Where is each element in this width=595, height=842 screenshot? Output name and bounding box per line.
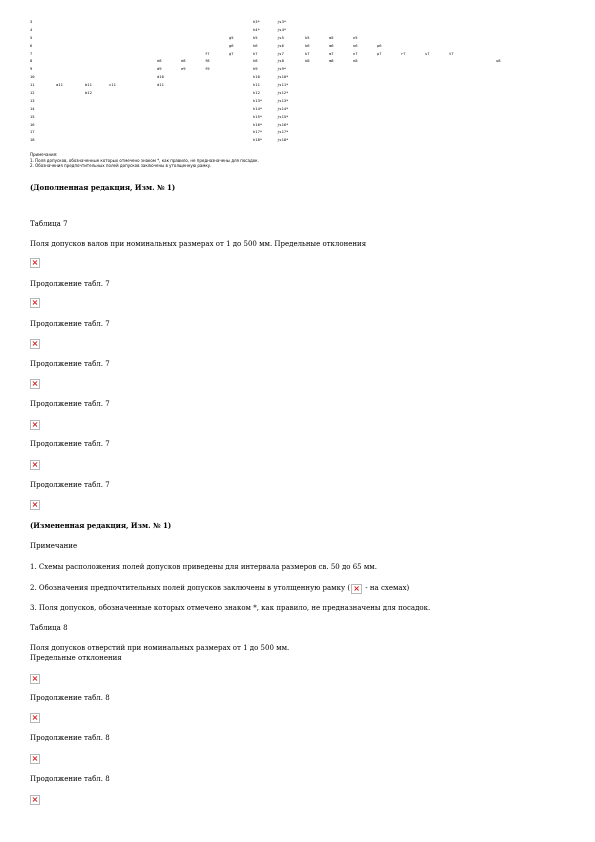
- tolerance-grade-cell: js3*: [277, 19, 287, 24]
- tolerance-grade-cell: h4*: [253, 26, 260, 32]
- tolerance-grade-cell: h9: [253, 66, 258, 72]
- broken-image-icon: ×: [31, 298, 39, 307]
- tolerance-grade-cell: s7: [425, 50, 430, 56]
- tolerance-grade-cell: c11: [109, 82, 116, 88]
- grade-row-label: 5: [30, 34, 33, 40]
- tolerance-grade-cell: h3*: [253, 19, 260, 24]
- tolerance-grade-cell: e8: [157, 58, 162, 64]
- tolerance-grade-cell: k5: [305, 34, 310, 40]
- tolerance-grade-cell: js14*: [277, 105, 289, 111]
- tolerance-grade-cell: d11: [157, 82, 164, 88]
- table-note-1: 1. Поля допусков, обозначенные которых отмечено знаком *, как правило, не предназначены для посадок.: [30, 157, 259, 163]
- tolerance-grade-cell: h8: [253, 58, 258, 64]
- tolerance-grade-cell: d9: [157, 66, 162, 72]
- tolerance-grade-cell: js13*: [277, 97, 289, 103]
- table7-continuation-5: Продолжение табл. 7: [30, 440, 110, 448]
- note-3: 3. Поля допусков, обозначенные которых отмечено знаком *, как правило, не предназначены для посадок.: [30, 604, 431, 612]
- tolerance-grade-cell: b11: [85, 82, 92, 88]
- tolerance-grade-cell: h5: [253, 34, 258, 40]
- broken-image-icon: ×: [31, 339, 39, 348]
- broken-image-icon: ×: [31, 713, 39, 722]
- tolerance-grade-cell: js5: [277, 34, 284, 40]
- broken-image-icon: ×: [31, 379, 39, 388]
- tolerance-grade-cell: f8: [205, 58, 210, 64]
- grade-row-label: 4: [30, 26, 33, 32]
- grade-row-label: 3: [30, 19, 33, 24]
- table7-title: Таблица 7: [30, 220, 68, 228]
- tolerance-grade-cell: js17*: [277, 129, 289, 135]
- tolerance-grade-cell: b12: [85, 90, 92, 96]
- tolerance-grade-cell: n6: [353, 42, 358, 48]
- tolerance-grade-cell: h10: [253, 74, 260, 80]
- grade-row-label: 15: [30, 113, 35, 119]
- table7-continuation-3: Продолжение табл. 7: [30, 360, 110, 368]
- tolerance-grade-cell: h17*: [253, 129, 263, 135]
- broken-image-icon: ×: [31, 500, 39, 509]
- tolerance-grade-cell: h11: [253, 82, 260, 88]
- table8-caption-line-1: Поля допусков отверстий при номинальных размерах от 1 до 500 мм.: [30, 644, 290, 652]
- note-1: 1. Схемы расположения полей допусков приведены для интервала размеров св. 50 до 65 мм.: [30, 563, 377, 571]
- tolerance-grade-cell: js6: [277, 42, 284, 48]
- tolerance-grade-cell: js18*: [277, 137, 289, 143]
- table-notes: [30, 152, 259, 169]
- grade-row-label: 13: [30, 97, 35, 103]
- tolerance-grade-cell: k7: [305, 50, 310, 56]
- revision-note-2: (Измененная редакция, Изм. № 1): [30, 521, 172, 530]
- grade-row-label: 7: [30, 50, 33, 56]
- broken-image-icon: ×: [31, 754, 39, 763]
- table7-continuation-1: Продолжение табл. 7: [30, 280, 110, 288]
- table8-caption-line-2: Предельные отклонения: [30, 654, 122, 662]
- tolerance-grade-cell: u8: [496, 58, 501, 64]
- grade-row-label: 10: [30, 74, 35, 80]
- tolerance-grade-cell: f9: [205, 66, 210, 72]
- tolerance-grade-cell: n8: [353, 58, 358, 64]
- tolerance-grade-cell: h14*: [253, 105, 263, 111]
- tolerance-grade-cell: e9: [181, 66, 186, 72]
- tolerance-grade-cell: js4*: [277, 26, 287, 32]
- tolerance-grade-cell: h16*: [253, 121, 263, 127]
- broken-image-icon: ×: [351, 584, 362, 594]
- note-2-text-after: - на схемах): [363, 584, 410, 592]
- tolerance-grade-cell: js9*: [277, 66, 287, 72]
- grade-row-label: 16: [30, 121, 35, 127]
- tolerance-grade-cell: m5: [329, 34, 334, 40]
- tolerance-grade-cell: js12*: [277, 90, 289, 96]
- tolerance-grade-cell: js8: [277, 58, 284, 64]
- grade-row-label: 18: [30, 137, 35, 143]
- table8-continuation-1: Продолжение табл. 8: [30, 694, 110, 702]
- tolerance-grade-cell: h12: [253, 90, 260, 96]
- tolerance-grade-cell: m7: [329, 50, 334, 56]
- tolerance-grade-cell: h18*: [253, 137, 263, 143]
- grade-row-label: 14: [30, 105, 35, 111]
- table-note-2: 2. Обозначения предпочтительных полей допусков заключены в утолщенную рамку.: [30, 163, 212, 168]
- tolerance-grade-cell: js15*: [277, 113, 289, 119]
- table7-continuation-4: Продолжение табл. 7: [30, 400, 110, 408]
- tolerance-grade-cell: t7: [449, 50, 454, 56]
- tolerance-grade-cell: h15*: [253, 113, 263, 119]
- tolerance-grade-cell: n7: [353, 50, 358, 56]
- tolerance-grade-cell: d10: [157, 74, 164, 80]
- tolerance-grade-cell: p6: [377, 42, 382, 48]
- table8-continuation-3: Продолжение табл. 8: [30, 775, 110, 783]
- tolerance-grade-cell: js7: [277, 50, 284, 56]
- tolerance-grade-cell: h13*: [253, 97, 263, 103]
- tolerance-grade-cell: g6: [229, 42, 234, 48]
- note-2-text-before: 2. Обозначения предпочтительных полей допусков заключены в утолщенную рамку (: [30, 584, 351, 592]
- broken-image-icon: ×: [31, 795, 39, 804]
- tolerance-grade-cell: h7: [253, 50, 258, 56]
- tolerance-grade-cell: m6: [329, 42, 334, 48]
- tolerance-grade-cell: g5: [229, 34, 234, 40]
- tolerance-grade-cell: m8: [329, 58, 334, 64]
- grade-row-label: 12: [30, 90, 35, 96]
- table8-title: Таблица 8: [30, 624, 68, 632]
- table-notes-heading: Примечания:: [30, 152, 58, 157]
- note-2: [30, 584, 409, 594]
- table7-continuation-6: Продолжение табл. 7: [30, 481, 110, 489]
- tolerance-grade-cell: g7: [229, 50, 234, 56]
- grade-row-label: 17: [30, 129, 35, 135]
- tolerance-grade-cell: p7: [377, 50, 382, 56]
- tolerance-grade-cell: e8: [181, 58, 186, 64]
- tolerance-grade-cell: a11: [56, 82, 63, 88]
- tolerance-grade-cell: js10*: [277, 74, 289, 80]
- table8-continuation-2: Продолжение табл. 8: [30, 734, 110, 742]
- tolerance-grade-cell: js11*: [277, 82, 289, 88]
- tolerance-grade-cell: h6: [253, 42, 258, 48]
- tolerance-grade-cell: r7: [401, 50, 406, 56]
- broken-image-icon: ×: [31, 420, 39, 429]
- notes-heading: Примечание: [30, 542, 78, 550]
- broken-image-icon: ×: [31, 674, 39, 683]
- table7-continuation-2: Продолжение табл. 7: [30, 320, 110, 328]
- revision-note-1: (Дополненная редакция, Изм. № 1): [30, 183, 176, 192]
- tolerance-grade-cell: k6: [305, 42, 310, 48]
- tolerance-grade-cell: k8: [305, 58, 310, 64]
- table7-caption: Поля допусков валов при номинальных размерах от 1 до 500 мм. Предельные отклонения: [30, 240, 367, 248]
- tolerance-grade-cell: js16*: [277, 121, 289, 127]
- broken-image-icon: ×: [31, 460, 39, 469]
- broken-image-icon: ×: [31, 258, 39, 267]
- grade-row-label: 8: [30, 58, 33, 64]
- tolerance-grade-cell: f7: [205, 50, 210, 56]
- grade-row-label: 9: [30, 66, 33, 72]
- tolerance-grade-cell: n5: [353, 34, 358, 40]
- grade-row-label: 6: [30, 42, 33, 48]
- grade-row-label: 11: [30, 82, 35, 88]
